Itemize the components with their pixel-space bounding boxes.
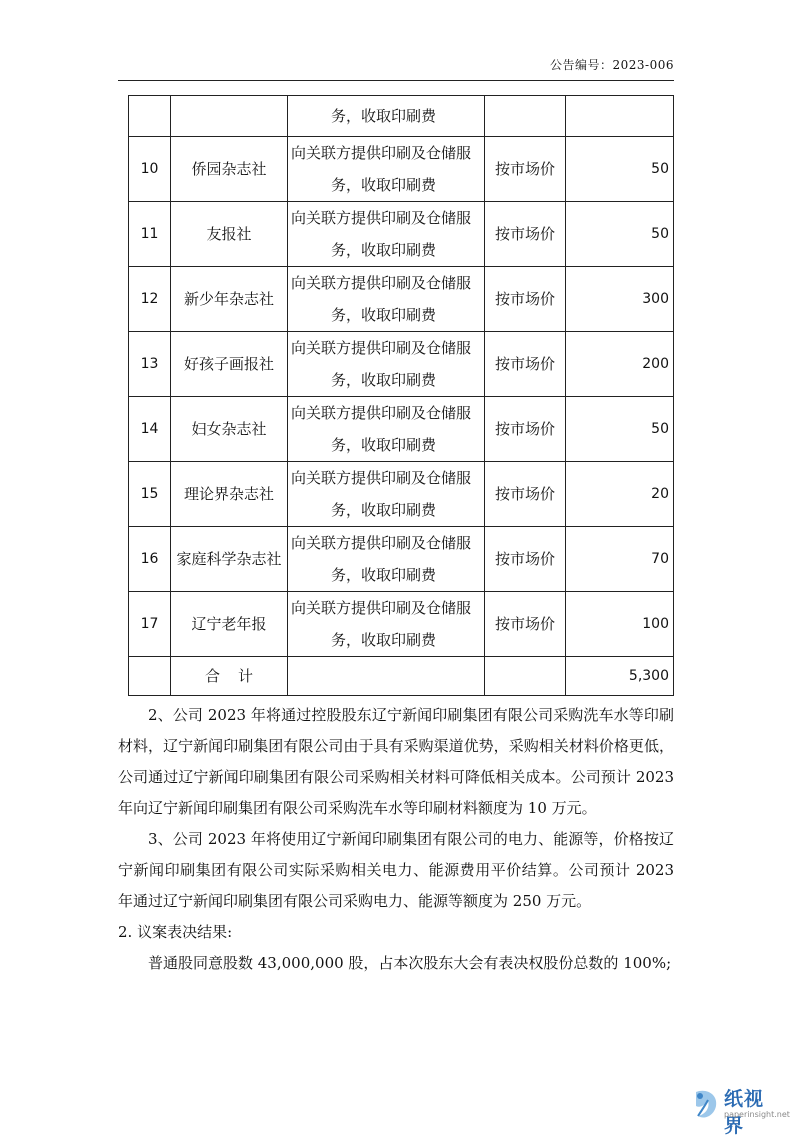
row-number — [129, 96, 171, 137]
transaction-content — [288, 137, 485, 202]
row-number: 17 — [129, 592, 171, 657]
content-line-2: 务，收取印刷费 — [331, 566, 437, 584]
content-line-1: 向关联方提供印刷及仓储服 — [291, 404, 472, 422]
transaction-content — [288, 527, 485, 592]
pricing-basis — [485, 657, 566, 696]
paragraph-3: 3、公司 2023 年将使用辽宁新闻印刷集团有限公司的电力、能源等，价格按辽宁新闻印刷集团有限公司实际采购相关电力、能源费用平价结算。公司预计 2023 年通过辽宁新闻印刷集团有限公司采购电力、能源等额度为 250 万元。 — [118, 830, 674, 910]
content-line-2: 务，收取印刷费 — [331, 176, 437, 194]
table-row — [129, 462, 674, 527]
related-party-name: 妇女杂志社 — [171, 397, 288, 462]
transaction-content — [288, 332, 485, 397]
estimated-amount: 100 — [566, 592, 674, 657]
table-row — [129, 137, 674, 202]
leaf-logo-icon — [692, 1086, 722, 1122]
content-line-2: 务，收取印刷费 — [331, 436, 437, 454]
estimated-amount: 50 — [566, 397, 674, 462]
content-line-2: 务，收取印刷费 — [331, 107, 437, 125]
related-party-name: 好孩子画报社 — [171, 332, 288, 397]
row-number: 10 — [129, 137, 171, 202]
table-row — [129, 397, 674, 462]
estimated-amount: 200 — [566, 332, 674, 397]
table-row — [129, 332, 674, 397]
row-number — [129, 657, 171, 696]
watermark-url: paperinsight.net — [724, 1110, 790, 1119]
related-party-name: 侨园杂志社 — [171, 137, 288, 202]
estimated-amount: 50 — [566, 137, 674, 202]
row-number: 14 — [129, 397, 171, 462]
total-label — [171, 657, 288, 696]
row-number: 11 — [129, 202, 171, 267]
related-party-name: 新少年杂志社 — [171, 267, 288, 332]
table-row — [129, 96, 674, 137]
pricing-basis: 按市场价 — [485, 397, 566, 462]
pricing-basis: 按市场价 — [485, 462, 566, 527]
related-party-name: 家庭科学杂志社 — [171, 527, 288, 592]
content-line-1: 向关联方提供印刷及仓储服 — [291, 534, 472, 552]
transaction-content — [288, 96, 485, 137]
content-line-1: 向关联方提供印刷及仓储服 — [291, 469, 472, 487]
header-divider — [118, 80, 674, 81]
content-line-1: 向关联方提供印刷及仓储服 — [291, 274, 472, 292]
related-party-name: 理论界杂志社 — [171, 462, 288, 527]
total-amount: 5,300 — [566, 657, 674, 696]
table-row — [129, 592, 674, 657]
pricing-basis: 按市场价 — [485, 137, 566, 202]
row-number: 16 — [129, 527, 171, 592]
transaction-content — [288, 462, 485, 527]
table-row — [129, 202, 674, 267]
estimated-amount: 70 — [566, 527, 674, 592]
total-row — [129, 657, 674, 696]
content-line-2: 务，收取印刷费 — [331, 501, 437, 519]
estimated-amount: 300 — [566, 267, 674, 332]
transaction-content — [288, 267, 485, 332]
row-number: 15 — [129, 462, 171, 527]
watermark-name: 纸视界 — [724, 1088, 765, 1137]
section-heading: 2. 议案表决结果: — [118, 923, 233, 941]
pricing-basis: 按市场价 — [485, 527, 566, 592]
transaction-content — [288, 397, 485, 462]
content-line-1: 向关联方提供印刷及仓储服 — [291, 339, 472, 357]
pricing-basis — [485, 96, 566, 137]
announcement-body — [118, 700, 674, 979]
table-row — [129, 267, 674, 332]
content-line-2: 务，收取印刷费 — [331, 241, 437, 259]
pricing-basis: 按市场价 — [485, 202, 566, 267]
content-line-1: 向关联方提供印刷及仓储服 — [291, 599, 472, 617]
related-transactions-table — [128, 95, 674, 696]
estimated-amount: 50 — [566, 202, 674, 267]
related-party-name: 辽宁老年报 — [171, 592, 288, 657]
transaction-content — [288, 657, 485, 696]
table-row — [129, 527, 674, 592]
transaction-content — [288, 202, 485, 267]
content-line-2: 务，收取印刷费 — [331, 631, 437, 649]
pricing-basis: 按市场价 — [485, 267, 566, 332]
pricing-basis: 按市场价 — [485, 592, 566, 657]
row-number: 12 — [129, 267, 171, 332]
pricing-basis: 按市场价 — [485, 332, 566, 397]
announcement-number: 公告编号：2023-006 — [550, 58, 674, 72]
content-line-2: 务，收取印刷费 — [331, 306, 437, 324]
estimated-amount — [566, 96, 674, 137]
related-party-name — [171, 96, 288, 137]
vote-result: 普通股同意股数 43,000,000 股，占本次股东大会有表决权股份总数的 100%; — [148, 954, 672, 972]
total-label-text: 合计 — [204, 667, 271, 685]
paragraph-2: 2、公司 2023 年将通过控股股东辽宁新闻印刷集团有限公司采购洗车水等印刷材料，辽宁新闻印刷集团有限公司由于具有采购渠道优势，采购相关材料价格更低，公司通过辽宁新闻印刷集团有限公司采购相关材料可降低相关成本。公司预计 2023 年向辽宁新闻印刷集团有限公司采购洗车水等印刷材料额度为 10 万元。 — [118, 706, 674, 817]
estimated-amount: 20 — [566, 462, 674, 527]
content-line-1: 向关联方提供印刷及仓储服 — [291, 209, 472, 227]
content-line-2: 务，收取印刷费 — [331, 371, 437, 389]
content-line-1: 向关联方提供印刷及仓储服 — [291, 144, 472, 162]
row-number: 13 — [129, 332, 171, 397]
related-party-name: 友报社 — [171, 202, 288, 267]
watermark — [692, 1082, 790, 1137]
transaction-content — [288, 592, 485, 657]
